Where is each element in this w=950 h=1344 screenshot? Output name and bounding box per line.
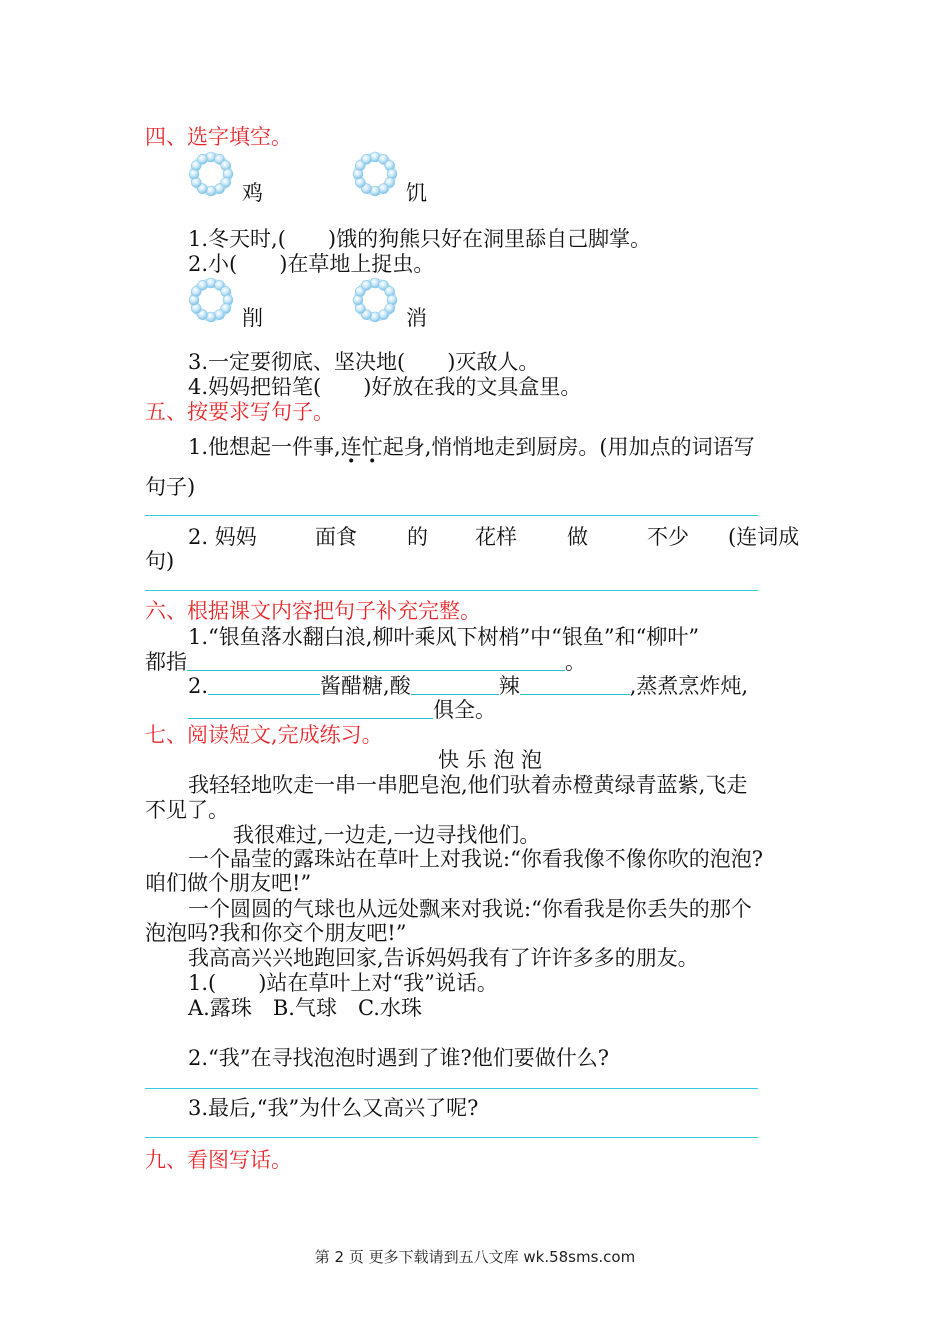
section-5-title: 五、按要求写句子。 [145, 400, 334, 424]
question-6-2: 2. 酱醋糖,酸 辣 ,蒸煮烹炸炖, [188, 674, 749, 698]
blank-ring-icon [352, 151, 398, 197]
question-5-2-word: 的 [407, 525, 428, 549]
passage-paragraph-cont: 咱们做个朋友吧!” [145, 871, 312, 895]
dotted-char: 忙 [361, 435, 383, 459]
dotted-char: 连 [340, 435, 362, 459]
blank-ring-icon [188, 277, 234, 323]
question-7-1: 1.( )站在草叶上对“我”说话。 [188, 971, 498, 995]
question-7-2: 2.“我”在寻找泡泡时遇到了谁?他们要做什么? [188, 1046, 610, 1070]
choice-char-xiao2: 消 [406, 306, 427, 330]
question-4-4: 4.妈妈把铅笔( )好放在我的文具盒里。 [188, 375, 582, 399]
question-7-1-options: A.露珠 B.气球 C.水珠 [188, 996, 422, 1020]
answer-line[interactable] [145, 590, 758, 591]
question-5-1-cont: 句子) [145, 475, 196, 499]
choice-char-ji2: 饥 [406, 181, 427, 205]
fill-blank[interactable] [411, 676, 499, 695]
fill-blank[interactable] [520, 676, 630, 695]
question-6-1: 1.“银鱼落水翻白浪,柳叶乘风下树梢”中“银鱼”和“柳叶” [188, 625, 700, 649]
question-5-2-cont: 句) [145, 549, 175, 573]
blank-ring-icon [188, 151, 234, 197]
section-9-title: 九、看图写话。 [145, 1148, 292, 1172]
question-4-1: 1.冬天时,( )饿的狗熊只好在洞里舔自己脚掌。 [188, 227, 652, 251]
section-4-title: 四、选字填空。 [145, 125, 292, 149]
choice-char-ji1: 鸡 [242, 181, 263, 205]
passage-paragraph: 我很难过,一边走,一边寻找他们。 [233, 823, 541, 847]
answer-line[interactable] [145, 1088, 758, 1089]
passage-paragraph: 我高高兴兴地跑回家,告诉妈妈我有了许许多多的朋友。 [188, 946, 699, 970]
question-5-2-word: 做 [567, 525, 588, 549]
passage-paragraph-cont: 泡泡吗?我和你交个朋友吧!” [145, 921, 407, 945]
question-5-2-word: 面食 [315, 525, 357, 549]
choice-char-xiao1: 削 [242, 306, 263, 330]
fill-blank[interactable] [187, 652, 565, 671]
fill-blank[interactable] [208, 676, 320, 695]
answer-line[interactable] [145, 1137, 758, 1138]
question-5-2-word: 花样 [475, 525, 517, 549]
question-6-1-cont: 都指 。 [145, 650, 586, 674]
fill-blank[interactable] [188, 700, 433, 719]
page-footer: 第 2 页 更多下载请到五八文库 wk.58sms.com [314, 1248, 636, 1266]
answer-line[interactable] [145, 515, 758, 516]
question-5-2-word: 不少 [647, 525, 689, 549]
question-5-1: 1.他想起一件事,连忙起身,悄悄地走到厨房。(用加点的词语写 [188, 435, 755, 459]
question-5-2-word: 2. 妈妈 [188, 525, 257, 549]
passage-title: 快 乐 泡 泡 [438, 748, 543, 772]
section-6-title: 六、根据课文内容把句子补充完整。 [145, 599, 481, 623]
section-7-title: 七、阅读短文,完成练习。 [145, 723, 383, 747]
question-5-2-word: (连词成 [728, 525, 800, 549]
blank-ring-icon [352, 277, 398, 323]
question-4-3: 3.一定要彻底、坚决地( )灭敌人。 [188, 350, 540, 374]
question-7-3: 3.最后,“我”为什么又高兴了呢? [188, 1096, 479, 1120]
passage-paragraph: 一个圆圆的气球也从远处飘来对我说:“你看我是你丢失的那个 [188, 897, 752, 921]
question-4-2: 2.小( )在草地上捉虫。 [188, 252, 435, 276]
passage-paragraph: 一个晶莹的露珠站在草叶上对我说:“你看我像不像你吹的泡泡? [188, 847, 764, 871]
question-6-2-cont: 俱全。 [188, 697, 496, 723]
passage-paragraph-cont: 不见了。 [145, 798, 229, 822]
passage-paragraph: 我轻轻地吹走一串一串肥皂泡,他们驮着赤橙黄绿青蓝紫,飞走 [188, 773, 748, 797]
